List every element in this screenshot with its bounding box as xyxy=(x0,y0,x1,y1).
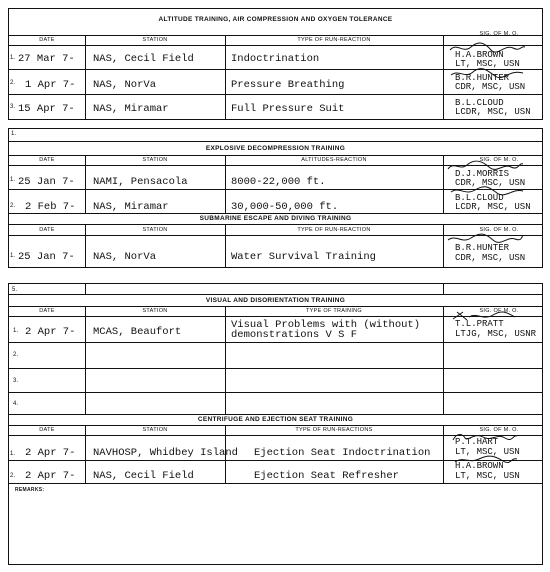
section-title: CENTRIFUGE AND EJECTION SEAT TRAINING xyxy=(197,416,354,423)
row-station: NAS, Cecil Field xyxy=(93,53,194,65)
row-number: 1. xyxy=(10,55,16,61)
header-type: TYPE OF RUN-REACTION xyxy=(297,37,371,43)
header-signature: SIG. OF M. O. xyxy=(479,308,519,314)
row-station: NAS, Miramar xyxy=(93,201,169,213)
signature-name: B.R.HUNTER xyxy=(455,243,510,253)
header-station: STATION xyxy=(142,227,168,233)
header-signature: SIG. OF M. O. xyxy=(479,427,519,433)
row-type: Ejection Seat Refresher xyxy=(254,470,399,482)
section-title: VISUAL AND DISORIENTATION TRAINING xyxy=(205,297,346,304)
header-date: DATE xyxy=(39,308,55,314)
signature-rank: CDR, MSC, USN xyxy=(455,178,526,188)
row-date: 27 Mar 7- xyxy=(18,53,75,65)
signature-name: H.A.BROWN xyxy=(455,50,504,60)
row-number: 2. xyxy=(10,473,16,479)
visual-centrifuge-section xyxy=(8,283,543,565)
header-type: ALTITUDES-REACTION xyxy=(301,157,367,163)
row-type: Indoctrination xyxy=(231,53,320,65)
header-date: DATE xyxy=(39,427,55,433)
header-station: STATION xyxy=(142,308,168,314)
row-number: 3. xyxy=(13,378,19,384)
header-type: TYPE OF TRAINING xyxy=(305,308,363,314)
row-type: Full Pressure Suit xyxy=(231,103,345,115)
header-signature: SIG. OF M. O. xyxy=(479,31,519,37)
row-station: NAS, NorVa xyxy=(93,251,157,263)
row-station: NAVHOSP, Whidbey Island xyxy=(93,447,238,459)
row-number: 3. xyxy=(10,104,16,110)
remarks-label: REMARKS: xyxy=(15,487,45,493)
row-type: Water Survival Training xyxy=(231,251,376,263)
header-station: STATION xyxy=(142,427,168,433)
row-type-line2: demonstrations V S F xyxy=(231,329,358,341)
altitude-training-section xyxy=(8,8,543,120)
row-date: 15 Apr 7- xyxy=(18,103,75,115)
header-date: DATE xyxy=(39,227,55,233)
signature-rank: LT, MSC, USN xyxy=(455,447,520,457)
row-number: 1. xyxy=(10,451,16,457)
header-date: DATE xyxy=(39,37,55,43)
signature-rank: CDR, MSC, USN xyxy=(455,253,526,263)
header-station: STATION xyxy=(142,157,168,163)
header-signature: SIG. OF M. O. xyxy=(479,227,519,233)
corner-number: 5. xyxy=(12,287,18,293)
row-type: Ejection Seat Indoctrination xyxy=(254,447,431,459)
row-number: 4. xyxy=(13,401,19,407)
row-number: 2. xyxy=(13,352,19,358)
row-type: 30,000-50,000 ft. xyxy=(231,201,339,213)
signature-name: B.R.HUNTER xyxy=(455,73,510,83)
row-date: 2 Apr 7- xyxy=(25,326,76,338)
row-number: 2. xyxy=(10,80,16,86)
row-date: 25 Jan 7- xyxy=(18,176,75,188)
row-date: 2 Apr 7- xyxy=(25,470,76,482)
row-date: 25 Jan 7- xyxy=(18,251,75,263)
section-title: SUBMARINE ESCAPE AND DIVING TRAINING xyxy=(199,215,352,222)
row-number: 1. xyxy=(10,253,16,259)
row-date: 1 Apr 7- xyxy=(25,79,76,91)
row-type: Pressure Breathing xyxy=(231,79,345,91)
row-station: NAS, NorVa xyxy=(93,79,157,91)
signature-rank: LCDR, MSC, USN xyxy=(455,202,531,212)
signature-name: P.T.HART xyxy=(455,437,499,447)
signature-rank: LT, MSC, USN xyxy=(455,471,520,481)
row-date: 2 Apr 7- xyxy=(25,447,76,459)
row-number: 2. xyxy=(10,203,16,209)
decompression-submarine-section xyxy=(8,128,543,268)
row-station: NAMI, Pensacola xyxy=(93,176,188,188)
header-station: STATION xyxy=(142,37,168,43)
signature-name: B.L.CLOUD xyxy=(455,193,504,203)
row-type-line1: Visual Problems with (without) xyxy=(231,319,421,331)
signature-name: D.J.MORRIS xyxy=(455,169,510,179)
header-date: DATE xyxy=(39,157,55,163)
header-signature: SIG. OF M. O. xyxy=(479,157,519,163)
signature-name: T.L.PRATT xyxy=(455,319,504,329)
row-number: 1. xyxy=(10,177,16,183)
section-title: ALTITUDE TRAINING, AIR COMPRESSION AND OXYGEN TOLERANCE xyxy=(158,16,393,23)
signature-rank: LCDR, MSC, USN xyxy=(455,107,531,117)
signature-rank: CDR, MSC, USN xyxy=(455,82,526,92)
signature-rank: LT, MSC, USN xyxy=(455,59,520,69)
signature-name: B.L.CLOUD xyxy=(455,98,504,108)
signature-name: H.A.BROWN xyxy=(455,461,504,471)
row-station: MCAS, Beaufort xyxy=(93,326,182,338)
row-date: 2 Feb 7- xyxy=(25,201,76,213)
row-number: 1. xyxy=(13,328,19,334)
row-type: 8000-22,000 ft. xyxy=(231,176,326,188)
row-station: NAS, Cecil Field xyxy=(93,470,194,482)
header-type: TYPE OF RUN-REACTION xyxy=(297,227,371,233)
signature-rank: LTJG, MSC, USNR xyxy=(455,329,537,339)
section-title: EXPLOSIVE DECOMPRESSION TRAINING xyxy=(205,145,346,152)
row-station: NAS, Miramar xyxy=(93,103,169,115)
header-type: TYPE OF RUN-REACTIONS xyxy=(295,427,373,433)
corner-number: 1. xyxy=(11,131,17,137)
